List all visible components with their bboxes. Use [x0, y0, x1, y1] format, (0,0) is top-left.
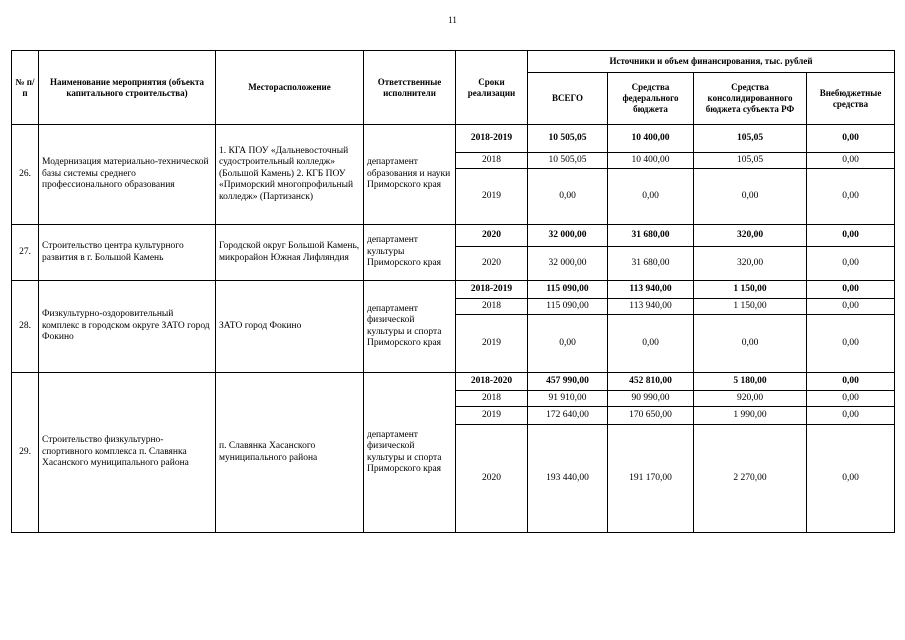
cell-consolidated: 0,00	[694, 169, 807, 225]
cell-period: 2020	[456, 425, 528, 533]
cell-federal: 113 940,00	[608, 281, 694, 299]
cell-consolidated: 105,05	[694, 125, 807, 153]
cell-total: 115 090,00	[528, 299, 608, 315]
cell-total: 10 505,05	[528, 125, 608, 153]
cell-federal: 191 170,00	[608, 425, 694, 533]
cell-total: 0,00	[528, 169, 608, 225]
cell-period: 2020	[456, 225, 528, 247]
cell-period: 2018-2020	[456, 373, 528, 391]
row-number: 26.	[12, 125, 39, 225]
row-number: 29.	[12, 373, 39, 533]
cell-federal: 0,00	[608, 169, 694, 225]
cell-consolidated: 320,00	[694, 247, 807, 281]
header-period: Сроки реализации	[456, 51, 528, 125]
cell-consolidated: 320,00	[694, 225, 807, 247]
row-number: 27.	[12, 225, 39, 281]
cell-total: 115 090,00	[528, 281, 608, 299]
table-body	[12, 125, 895, 533]
cell-consolidated: 1 150,00	[694, 281, 807, 299]
row-number: 28.	[12, 281, 39, 373]
location: ЗАТО город Фокино	[216, 281, 364, 373]
location: Городской округ Большой Камень, микрорайон Южная Лифляндия	[216, 225, 364, 281]
table-row	[12, 225, 895, 247]
cell-period: 2019	[456, 407, 528, 425]
header-location: Месторасположение	[216, 51, 364, 125]
cell-total: 91 910,00	[528, 391, 608, 407]
cell-consolidated: 1 150,00	[694, 299, 807, 315]
cell-period: 2018-2019	[456, 125, 528, 153]
cell-total: 10 505,05	[528, 153, 608, 169]
header-responsible: Ответственные исполнители	[364, 51, 456, 125]
header-consolidated: Средства консолидированного бюджета субъекта РФ	[694, 73, 807, 125]
cell-federal: 0,00	[608, 315, 694, 373]
header-extrabudgetary: Внебюджетные средства	[807, 73, 895, 125]
table-row	[12, 373, 895, 391]
cell-extra: 0,00	[807, 225, 895, 247]
cell-federal: 10 400,00	[608, 125, 694, 153]
cell-total: 0,00	[528, 315, 608, 373]
cell-consolidated: 2 270,00	[694, 425, 807, 533]
location: п. Славянка Хасанского муниципального района	[216, 373, 364, 533]
cell-federal: 452 810,00	[608, 373, 694, 391]
cell-consolidated: 920,00	[694, 391, 807, 407]
measure-name: Модернизация материально-технической базы системы среднего профессионального образования	[39, 125, 216, 225]
table-row	[12, 281, 895, 299]
responsible: департамент физической культуры и спорта Приморского края	[364, 373, 456, 533]
cell-extra: 0,00	[807, 315, 895, 373]
cell-extra: 0,00	[807, 407, 895, 425]
cell-period: 2018-2019	[456, 281, 528, 299]
cell-consolidated: 105,05	[694, 153, 807, 169]
cell-federal: 113 940,00	[608, 299, 694, 315]
header-name: Наименование мероприятия (объекта капитального строительства)	[39, 51, 216, 125]
measure-name: Физкультурно-оздоровительный комплекс в городском округе ЗАТО город Фокино	[39, 281, 216, 373]
cell-total: 193 440,00	[528, 425, 608, 533]
cell-federal: 170 650,00	[608, 407, 694, 425]
header-sources: Источники и объем финансирования, тыс. рублей	[528, 51, 895, 73]
cell-consolidated: 5 180,00	[694, 373, 807, 391]
cell-federal: 31 680,00	[608, 225, 694, 247]
cell-period: 2018	[456, 391, 528, 407]
table-row	[12, 125, 895, 153]
header-total: ВСЕГО	[528, 73, 608, 125]
cell-period: 2019	[456, 315, 528, 373]
measure-name: Строительство центра культурного развития в г. Большой Камень	[39, 225, 216, 281]
cell-federal: 90 990,00	[608, 391, 694, 407]
cell-extra: 0,00	[807, 169, 895, 225]
location: 1. КГА ПОУ «Дальневосточный судостроительный колледж» (Большой Камень) 2. КГБ ПОУ «Приморский многопрофильный колледж» (Партизанск)	[216, 125, 364, 225]
cell-extra: 0,00	[807, 153, 895, 169]
cell-federal: 31 680,00	[608, 247, 694, 281]
cell-period: 2018	[456, 299, 528, 315]
financing-table	[11, 50, 895, 533]
cell-consolidated: 1 990,00	[694, 407, 807, 425]
cell-total: 457 990,00	[528, 373, 608, 391]
cell-period: 2018	[456, 153, 528, 169]
cell-total: 32 000,00	[528, 225, 608, 247]
cell-extra: 0,00	[807, 281, 895, 299]
header-no: № п/п	[12, 51, 39, 125]
cell-federal: 10 400,00	[608, 153, 694, 169]
responsible: департамент физической культуры и спорта Приморского края	[364, 281, 456, 373]
cell-extra: 0,00	[807, 247, 895, 281]
cell-period: 2019	[456, 169, 528, 225]
responsible: департамент образования и науки Приморского края	[364, 125, 456, 225]
cell-extra: 0,00	[807, 373, 895, 391]
cell-consolidated: 0,00	[694, 315, 807, 373]
header-federal: Средства федерального бюджета	[608, 73, 694, 125]
cell-extra: 0,00	[807, 299, 895, 315]
measure-name: Строительство физкультурно-спортивного комплекса п. Славянка Хасанского муниципального района	[39, 373, 216, 533]
cell-extra: 0,00	[807, 425, 895, 533]
cell-extra: 0,00	[807, 391, 895, 407]
responsible: департамент культуры Приморского края	[364, 225, 456, 281]
cell-period: 2020	[456, 247, 528, 281]
cell-total: 32 000,00	[528, 247, 608, 281]
cell-total: 172 640,00	[528, 407, 608, 425]
cell-extra: 0,00	[807, 125, 895, 153]
page-number: 11	[448, 15, 457, 25]
